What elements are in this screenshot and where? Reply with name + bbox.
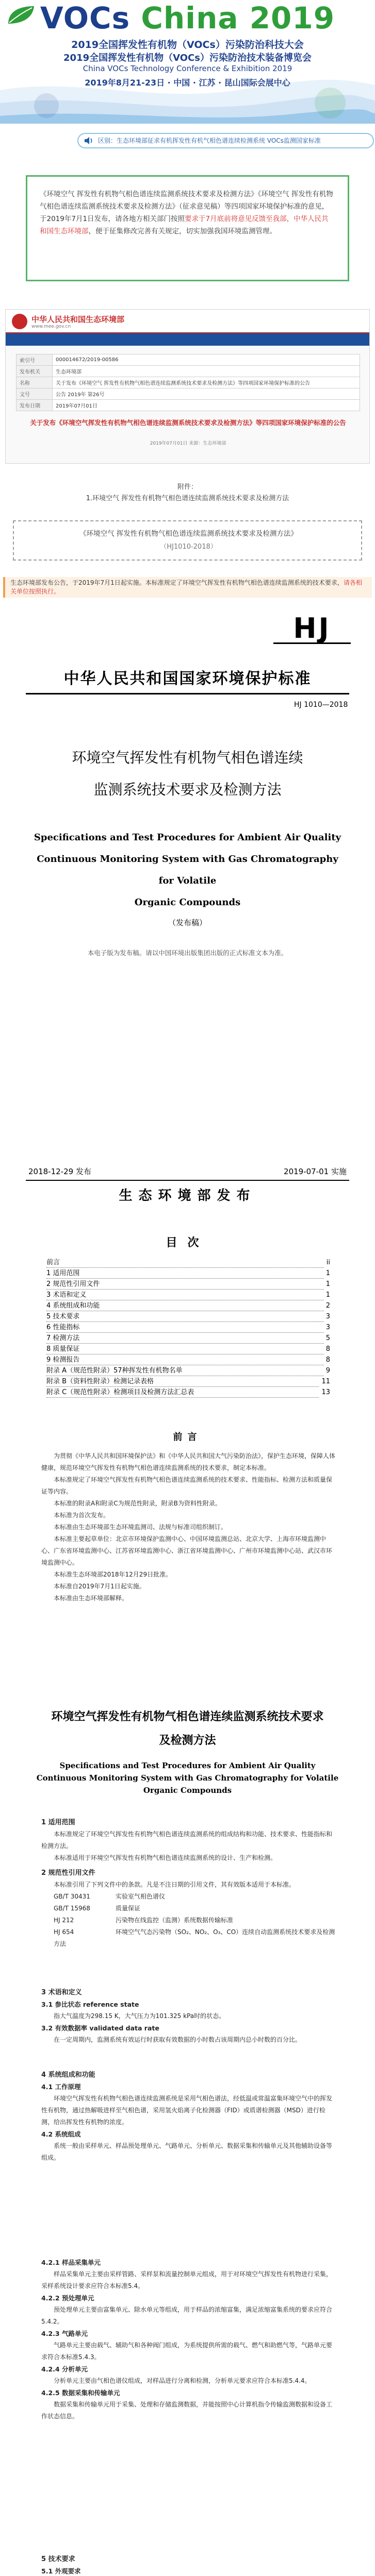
site-name: 中华人民共和国生态环境部 (31, 315, 125, 324)
toc-item-title: 9 检测报告 (46, 1356, 81, 1364)
foreword-paragraph: 本标准自2019年7月1日起实施。 (54, 1583, 145, 1590)
section-paragraph: 在一定周期内，监测系统有效运行时获取有效数据的小时数占该周期内总小时数的百分比。 (54, 2036, 302, 2043)
cover-title-line: 环境空气挥发性有机物气相色谱连续 (72, 749, 303, 766)
toc-item-page: 5 (324, 1333, 330, 1344)
reference-item (41, 1914, 335, 1926)
subsection-heading: 3.1 参比状态 reference state (41, 2001, 139, 2008)
section-paragraph: 本标准适用于环境空气挥发性有机物气相色谱连续监测系统的设计、生产和检测。 (54, 1854, 277, 1861)
standard-main-title (0, 1705, 375, 1753)
site-header (6, 310, 370, 333)
toc-item[interactable] (46, 1365, 330, 1376)
subsection-heading: 3.2 有效数据率 validated data rate (41, 2024, 159, 2032)
toc-item-page: 3 (324, 1311, 330, 1322)
subsection-heading: 4.1 工作原理 (41, 2083, 81, 2091)
toc-item-title: 前言 (46, 1259, 62, 1266)
reference-code: GB/T 30431 (54, 1893, 90, 1900)
site-url: www.mee.gov.cn (31, 324, 71, 329)
foreword-paragraph: 为贯彻《中华人民共和国环境保护法》和《中华人民共和国大气污染防治法》，保护生态环境，保障人体健康，规范环境空气挥发性有机物气相色谱连续监测系统的技术要求，制定本标准。 (41, 1452, 336, 1471)
cover-title-line: 监测系统技术要求及检测方法 (93, 781, 282, 798)
foreword-paragraph: 本标准规定了环境空气挥发性有机物气相色谱连续监测系统的技术要求、性能指标、检测方法和质量保证等内容。 (41, 1476, 333, 1495)
toc-item-page: 9 (324, 1365, 330, 1376)
toc-title: 目次 (166, 1236, 209, 1249)
issuer: 生态环境部发布 (119, 1188, 256, 1204)
foreword-body (41, 1450, 335, 1604)
attachment-label: 附件： (177, 483, 198, 491)
intro-text-2: 于2019年7月1日发布，请各地方相关部门按照 (40, 215, 185, 223)
intro-text-3: ，便于征集修改完善有关规定，切实加强我国环境监测管理。 (88, 227, 276, 235)
table-row (17, 388, 360, 400)
section-units (41, 2257, 335, 2422)
standard-main-title-en (31, 1759, 344, 1797)
section-scope-references (41, 1814, 335, 1950)
section-terms (41, 1984, 335, 2046)
section-paragraph: 指大气温度为298.15 K，大气压力为101.325 kPa时的状态。 (54, 2012, 225, 2020)
attachment-link[interactable]: 1.环境空气 挥发性有机物气相色谱连续监测系统技术要求及检测方法 (86, 495, 289, 502)
subsection-heading: 4.2.2 预处理单元 (41, 2294, 94, 2302)
conference-title-en: China VOCs Technology Conference & Exhibition 2019 (83, 64, 292, 73)
section-paragraph: 数据采集和传输单元用于采集、处理和存储监测数据，并能按照中心计算机指令传输监测数据和设备工作状态信息。 (41, 2401, 333, 2420)
main-title-en-line: Organic Compounds (143, 1786, 232, 1795)
section-paragraph: 气路单元主要由载气、辅助气和各种阀门组成，为系统提供所需的载气、燃气和助燃气等，气路单元要求符合本标准5.4.3。 (41, 2342, 333, 2361)
foreword-paragraph: 本标准主要起草单位：北京市环境保护监测中心、中国环境监测总站、北京大学、上海市环境监测中心、广东省环境监测中心、江苏省环境监测中心、浙江省环境监测中心、广州市环境监测中心站、武汉市环境监测中心。 (41, 1535, 333, 1566)
toc-item-title: 1 适用范围 (46, 1269, 81, 1277)
toc-item[interactable] (46, 1322, 330, 1333)
intro-text-1: 《环境空气 挥发性有机物 (40, 190, 119, 198)
table-row (17, 377, 360, 388)
toc-item-page: 11 (319, 1376, 330, 1387)
subsection-heading: 4.2.1 样品采集单元 (41, 2259, 101, 2266)
conference-title-cn: 2019全国挥发性有机物（VOCs）污染防治科技大会 (71, 39, 304, 50)
toc-item[interactable] (46, 1354, 330, 1365)
announcement-source: 2019年07月01日 来源：生态环境部 (150, 441, 226, 446)
intro-box (26, 175, 349, 281)
effective-date: 2019-07-01 实施 (284, 1167, 347, 1176)
reference-item (41, 1891, 335, 1903)
note-text: 生态环境部发布公告，于2019年7月1日起实施。本标准规定了环境空气挥发性有机物气相色谱连续监测系统的技术要求， (10, 579, 344, 586)
subsection-heading: 4.2.4 分析单元 (41, 2365, 88, 2373)
section-paragraph: 环境空气挥发性有机物气相色谱连续监测系统是采用气相色谱法，经低温或常温富集环境空气中的挥发性有机物，通过热解吸进样至气相色谱，采用氢火焰离子化检测器（FID）或质谱检测器（MSD）进行检测，给出挥发性有机物的浓度。 (41, 2095, 333, 2126)
main-title-line: 及检测方法 (159, 1734, 216, 1747)
toc-item[interactable] (46, 1290, 330, 1300)
table-value: 2019年07月01日 (53, 400, 360, 411)
table-value: 000014672/2019-00586 (53, 354, 360, 366)
toc-item[interactable] (46, 1300, 330, 1311)
main-title-en-line: Specifications and Test Procedures for Ambient Air Quality (59, 1761, 316, 1770)
section-paragraph: 系统一般由采样单元、样品预处理单元、气路单元、分析单元、数据采集和传输单元及其他辅助设备等组成。 (41, 2142, 333, 2161)
cover-divider (26, 693, 349, 694)
subsection-heading: 4.2 系统组成 (41, 2130, 81, 2138)
reference-title: 实验室气相色谱仪 (116, 1893, 166, 1900)
note-box (3, 577, 372, 598)
conference-banner (0, 0, 375, 124)
toc-item-title: 附录 B（资料性附录）检测记录表格 (46, 1378, 156, 1385)
notice-text: 区别：生态环境部征求有机挥发性有机气相色谱连续检测系统 VOCs监测国家标准 (98, 137, 321, 144)
toc-item-title: 附录 C（规范性附录）检测项目及检测方法汇总表 (46, 1388, 196, 1396)
toc-item-title: 8 质量保证 (46, 1345, 81, 1353)
national-emblem-icon (12, 314, 27, 329)
standard-category: 中华人民共和国国家环境保护标准 (63, 670, 312, 688)
notice-bar[interactable] (77, 133, 374, 148)
toc-item-page: 1 (324, 1279, 330, 1290)
reference-title: 质量保证 (116, 1905, 141, 1912)
table-row (17, 354, 360, 366)
section-heading: 1 适用范围 (41, 1819, 75, 1826)
cover-draft-label: （发布稿） (168, 918, 207, 927)
toc-item[interactable] (46, 1257, 330, 1268)
attachment-title: 《环境空气 挥发性有机物气相色谱连续监测系统技术要求及检测方法》 (79, 530, 298, 538)
toc-item-page: 3 (324, 1322, 330, 1333)
cover-title-en (31, 827, 344, 913)
toc-item-title: 5 技术要求 (46, 1313, 81, 1320)
subsection-heading: 4.2.3 气路单元 (41, 2330, 88, 2337)
table-value: 公告 2019年 第26号 (53, 388, 360, 400)
toc-item-page: 8 (324, 1354, 330, 1365)
section-system (41, 2066, 335, 2164)
conference-date-venue: 2019年8月21-23日 · 中国 · 江苏 · 昆山国际会展中心 (85, 78, 290, 88)
toc-item-page: ii (324, 1257, 330, 1268)
foreword-paragraph: 本标准生态环境部2018年12月29日批准。 (54, 1571, 172, 1578)
foreword-paragraph: 本标准的附录A和附录C为规范性附录，附录B为资料性附录。 (54, 1500, 221, 1507)
table-key: 发布机关 (17, 366, 53, 377)
note-highlight: 请各相关单位按照执行。 (10, 579, 362, 595)
toc-item-title: 7 检测方法 (46, 1334, 81, 1342)
cover-title-en-line: Continuous Monitoring System with Gas Chromatography for Volatile (37, 854, 338, 886)
section-technical (41, 2550, 335, 2576)
section-heading: 5 技术要求 (41, 2555, 75, 2563)
toc-item-page: 2 (324, 1300, 330, 1311)
section-paragraph: 分析单元主要由气相色谱仪组成，对样品进行分离和检测，分析单元要求应符合本标准5.4.4。 (54, 2377, 311, 2384)
toc-item[interactable] (46, 1333, 330, 1344)
toc-item-title: 2 规范性引用文件 (46, 1280, 102, 1288)
intro-text-1b: 气相色谱连续监测系统技术要求及检测方法》《环境空气 挥发性有机物气相色谱连续监测系统技术要求及检测方法》（征求意见稿）等四项国家环境保护标准的意见， (40, 190, 333, 211)
table-row (17, 366, 360, 377)
section-paragraph: 预处理单元主要由富集单元、除水单元等组成，用于样品的浓缩富集，满足浓缩富集系统的要求应符合5.4.2。 (41, 2306, 333, 2325)
table-key: 文号 (17, 388, 53, 400)
site-nav-bar (6, 333, 370, 346)
ministry-website-screenshot (5, 309, 370, 464)
toc-item-page: 8 (324, 1344, 330, 1354)
subsection-heading: 4.2.5 数据采集和传输单元 (41, 2389, 120, 2397)
reference-code: GB/T 15968 (54, 1905, 90, 1912)
toc-item-title: 3 术语和定义 (46, 1291, 88, 1299)
section-paragraph: 本标准规定了环境空气挥发性有机物气相色谱连续监测系统的组成结构和功能、技术要求、性能指标和检测方法。 (41, 1831, 333, 1850)
site-info-table (16, 354, 360, 411)
reference-item (41, 1903, 335, 1914)
section-heading: 3 术语和定义 (41, 1989, 82, 1996)
brand-title: VOCs China 2019 (40, 1, 335, 36)
foreword-title: 前言 (173, 1432, 202, 1443)
toc-item[interactable] (46, 1376, 330, 1387)
section-paragraph: 样品采集单元主要由采样管路、采样泵和流量控制单元组成，用于对环境空气挥发性有机物进行采集，采样系统设计要求应符合本标准5.4。 (41, 2270, 333, 2290)
table-of-contents (46, 1257, 330, 1398)
table-key: 索引号 (17, 354, 53, 366)
cover-notice: 本电子版为发布稿。请以中国环境出版集团出版的正式标准文本为准。 (87, 949, 288, 957)
intro-highlight: 要求于7月底前将意见反馈至我部，中华人民共和国生态环境部 (40, 215, 329, 235)
attachment-box (13, 520, 362, 561)
section-heading: 2 规范性引用文件 (41, 1869, 95, 1877)
cover-bottom-divider (26, 1180, 349, 1181)
toc-item[interactable] (46, 1344, 330, 1354)
table-row (17, 400, 360, 411)
toc-item-page: 1 (324, 1268, 330, 1279)
toc-item-title: 附录 A（规范性附录）57种挥发性有机物名单 (46, 1367, 185, 1375)
attachment-number: （HJ1010-2018） (160, 543, 217, 551)
toc-item-title: 6 性能指标 (46, 1324, 81, 1331)
reference-item (41, 1926, 335, 1950)
toc-item-title: 4 系统组成和功能 (46, 1302, 102, 1310)
reference-code: HJ 212 (54, 1917, 74, 1924)
reference-title: 环境空气气态污染物（SO₂、NO₂、O₃、CO）连续自动监测系统技术要求及检测方法 (54, 1928, 335, 1947)
toc-item[interactable] (46, 1311, 330, 1322)
reference-code: HJ 654 (54, 1928, 74, 1936)
standard-number: HJ 1010—2018 (294, 701, 348, 709)
subsection-heading: 5.1 外观要求 (41, 2567, 81, 2575)
cover-title-en-line: Specifications and Test Procedures for Ambient Air Quality (34, 832, 341, 843)
attachment-list (0, 482, 375, 504)
toc-item[interactable] (46, 1279, 330, 1290)
toc-item-page: 1 (324, 1290, 330, 1300)
section-heading: 4 系统组成和功能 (41, 2071, 95, 2079)
exhibition-title-cn: 2019全国挥发性有机物（VOCs）污染防治技术装备博览会 (63, 53, 312, 63)
table-key: 名称 (17, 377, 53, 388)
table-value: 关于发布《环境空气 挥发性有机物气相色谱连续监测系统技术要求及检测方法》等四项国家环境保护标准的公告 (53, 377, 360, 388)
foreword-paragraph: 本标准由生态环境部生态环境监测司、法规与标准司组织制订。 (54, 1523, 227, 1531)
cover-title-en-line: Organic Compounds (134, 897, 241, 908)
foreword-paragraph: 本标准由生态环境部解释。 (54, 1595, 128, 1602)
foreword-paragraph: 本标准为首次发布。 (54, 1512, 110, 1519)
main-title-en-line: Continuous Monitoring System with Gas Chromatography for Volatile (36, 1773, 339, 1783)
main-title-line: 环境空气挥发性有机物气相色谱连续监测系统技术要求 (51, 1710, 324, 1723)
cover-title (0, 742, 375, 806)
reference-title: 污染物在线监控（监测）系统数据传输标准 (116, 1917, 234, 1924)
table-value: 生态环境部 (53, 366, 360, 377)
table-key: 发布日期 (17, 400, 53, 411)
section-paragraph: 本标准引用了下列文件中的条款。凡是不注日期的引用文件，其有效版本适用于本标准。 (54, 1881, 296, 1888)
issue-date: 2018-12-29 发布 (28, 1167, 91, 1176)
toc-item[interactable] (46, 1268, 330, 1279)
announcement-headline[interactable]: 关于发布《环境空气挥发性有机物气相色谱连续监测系统技术要求及检测方法》等四项国家环境保护标准的公告 (30, 419, 346, 427)
toc-item[interactable] (46, 1387, 330, 1398)
hj-standard-mark: HJ (273, 613, 351, 644)
toc-item-page: 13 (319, 1387, 330, 1398)
speaker-icon (84, 136, 94, 145)
